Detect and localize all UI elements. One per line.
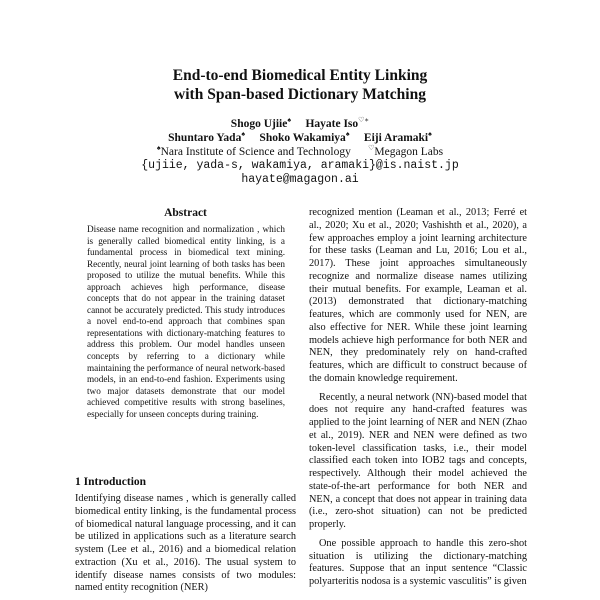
paragraph: recognized mention (Leaman et al., 2013; Ferré et al., 2020; Xu et al., 2020; Vashishth et al., 2020), a few approaches employ a joint learning architecture for these tasks (Leaman and Lu, 2016; Lou et al., 2017). These joint approaches simultaneously recognize and normalize disease names utilizing their mutual benefits. For example, Leaman et al. (2013) demonstrated that dictionary-matching features, which are commonly used for NEN, are also effective for NER. While these joint learning models achieve high performance for both NER and NEN, they predominately rely on hand-crafted features, which are difficult to construct because of the domain knowledge requirement. xyxy=(309,207,527,384)
intro-text xyxy=(75,493,296,595)
paragraph: Identifying disease names , which is generally called biomedical entity linking, is the fundamental process of biomedical natural language processing, and it can be utilized in applications such as a literature search system (Lee et al., 2016) and a biomedical relation extraction (Xu et al., 2016). The usual system to identify disease names consists of two modules: named entity recognition (NER) xyxy=(75,493,296,594)
affiliation: Nara Institute of Science and Technology xyxy=(160,146,351,158)
paper-title xyxy=(0,66,600,104)
author-name: Eiji Aramaki xyxy=(363,132,429,144)
author-name: Shoko Wakamiya xyxy=(259,132,346,144)
author-name: Shuntaro Yada xyxy=(168,132,242,144)
section-heading: 1 Introduction xyxy=(75,476,147,488)
email: {ujiie, yada-s, wakamiya, aramaki}@is.naist.jp xyxy=(141,159,459,172)
right-column xyxy=(309,207,527,595)
title-line-1: End-to-end Biomedical Entity Linking xyxy=(172,67,428,84)
paragraph: Recently, a neural network (NN)-based model that does not require any hand-crafted features was applied to the joint learning of NER and NEN (Zhao et al., 2019). NER and NEN were defined as two token-level classification tasks, i.e., their model classified each token into IOB2 tags and concepts, respectively. Although their model achieved the state-of-the-art performance for both NER and NEN, a concept that does not appear in training data (i.e., zero-shot situation) can not be predicted properly. xyxy=(309,391,527,530)
email: hayate@magagon.ai xyxy=(241,173,359,186)
abstract-text: Disease name recognition and normalization , which is generally called biomedical entity linking, is a fundamental process in biomedical text mining. Recently, neural joint learning of both tasks has been proposed to utilize the mutual benefits. While this approach achieves high performance, disease concepts that do not appear in the training dataset cannot be accurately predicted. This study introduces a novel end-to-end approach that combines span representations with dictionary-matching features to address this problem. Our model handles unseen concepts by referring to a dictionary while maintaining the performance of neural network-based models, in an end-to-end fashion. Experiments using two major datasets demonstrate that our model achieved competitive results with strong baselines, especially for unseen concepts during training. xyxy=(87,224,285,419)
affiliation: Megagon Labs xyxy=(374,146,444,158)
paragraph: One possible approach to handle this zero-shot situation is utilizing the dictionary-matching features. Suppose that an input sentence “Classic polyarteritis nodosa is a systemic vasculitis” is given xyxy=(309,537,527,587)
title-line-2: with Span-based Dictionary Matching xyxy=(174,86,426,103)
abstract-heading: Abstract xyxy=(164,207,207,219)
author-name: Hayate Iso xyxy=(305,118,359,130)
author-name: Shogo Ujiie xyxy=(230,118,288,130)
author-block: Shogo Ujiie♠ Hayate Iso♡∗ Shuntaro Yada♠ Shoko Wakamiya♠ Eiji Aramaki♠ ♠Nara Institute of Science and Technology ♡Megagon Labs {ujiie, yada-s, wakamiya, aramaki}@is.naist.jp hayate@magagon.ai xyxy=(0,117,600,187)
